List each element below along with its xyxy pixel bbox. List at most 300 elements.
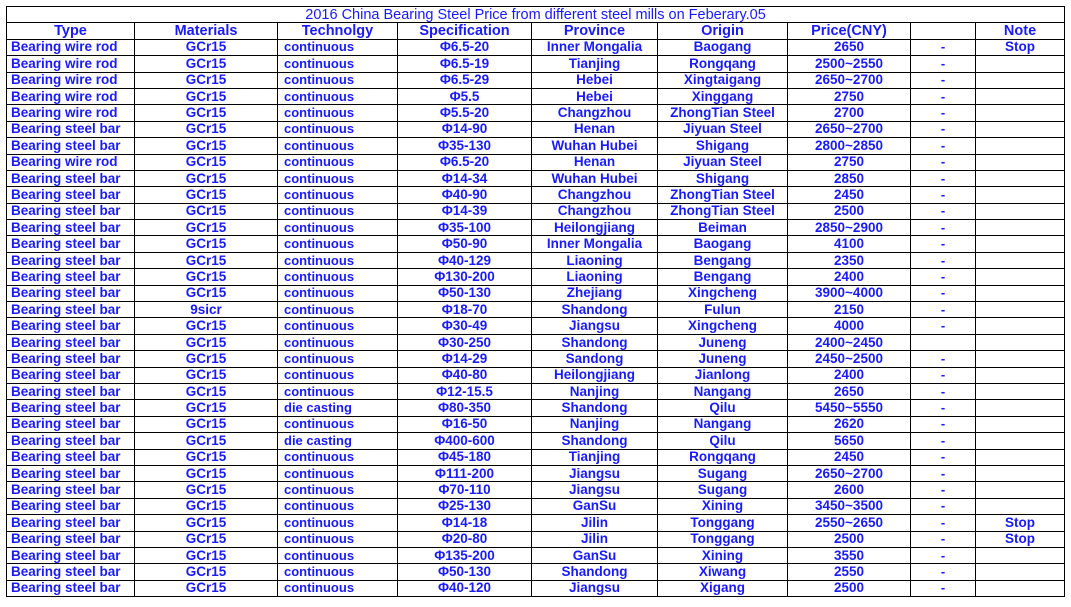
cell-price: 2850~2900 <box>788 220 911 236</box>
cell-dash: - <box>911 367 976 383</box>
cell-materials: GCr15 <box>135 383 278 399</box>
cell-technology: continuous <box>278 564 398 580</box>
table-row <box>7 170 1065 186</box>
cell-technology: continuous <box>278 138 398 154</box>
table-row <box>7 187 1065 203</box>
cell-note <box>976 449 1065 465</box>
cell-type: Bearing steel bar <box>7 400 135 416</box>
cell-dash: - <box>911 203 976 219</box>
table-row <box>7 580 1065 596</box>
cell-origin: ZhongTian Steel <box>658 187 788 203</box>
cell-materials: GCr15 <box>135 351 278 367</box>
cell-materials: GCr15 <box>135 482 278 498</box>
cell-materials: GCr15 <box>135 39 278 55</box>
cell-dash: - <box>911 88 976 104</box>
cell-note <box>976 121 1065 137</box>
cell-province: GanSu <box>532 498 658 514</box>
cell-province: Liaoning <box>532 269 658 285</box>
cell-technology: continuous <box>278 498 398 514</box>
cell-note <box>976 433 1065 449</box>
cell-technology: continuous <box>278 105 398 121</box>
cell-materials: GCr15 <box>135 203 278 219</box>
cell-province: Jiangsu <box>532 318 658 334</box>
cell-price: 2650~2700 <box>788 72 911 88</box>
cell-specification: Φ111-200 <box>398 465 532 481</box>
cell-province: Jilin <box>532 531 658 547</box>
cell-note <box>976 138 1065 154</box>
cell-specification: Φ6.5-20 <box>398 154 532 170</box>
cell-note <box>976 252 1065 268</box>
cell-dash: - <box>911 302 976 318</box>
cell-specification: Φ35-130 <box>398 138 532 154</box>
cell-specification: Φ6.5-19 <box>398 56 532 72</box>
cell-province: Hebei <box>532 72 658 88</box>
cell-price: 2500 <box>788 531 911 547</box>
cell-price: 2400 <box>788 269 911 285</box>
cell-price: 2550 <box>788 564 911 580</box>
cell-specification: Φ25-130 <box>398 498 532 514</box>
cell-type: Bearing steel bar <box>7 416 135 432</box>
cell-materials: GCr15 <box>135 105 278 121</box>
table-row <box>7 138 1065 154</box>
cell-province: Jiangsu <box>532 482 658 498</box>
cell-technology: continuous <box>278 416 398 432</box>
cell-origin: Beiman <box>658 220 788 236</box>
cell-origin: Baogang <box>658 236 788 252</box>
cell-note: Stop <box>976 515 1065 531</box>
price-table-body <box>7 7 1065 597</box>
cell-province: Shandong <box>532 400 658 416</box>
cell-note <box>976 269 1065 285</box>
cell-price: 2400~2450 <box>788 334 911 350</box>
cell-note <box>976 465 1065 481</box>
cell-technology: continuous <box>278 269 398 285</box>
table-title: 2016 China Bearing Steel Price from different steel mills on Feberary.05 <box>7 7 1065 23</box>
cell-origin: Jiyuan Steel <box>658 154 788 170</box>
cell-specification: Φ6.5-20 <box>398 39 532 55</box>
cell-materials: GCr15 <box>135 515 278 531</box>
cell-province: Changzhou <box>532 105 658 121</box>
table-row <box>7 56 1065 72</box>
cell-materials: GCr15 <box>135 154 278 170</box>
cell-type: Bearing steel bar <box>7 498 135 514</box>
cell-price: 2500~2550 <box>788 56 911 72</box>
cell-origin: Shigang <box>658 170 788 186</box>
cell-dash: - <box>911 465 976 481</box>
cell-technology: continuous <box>278 252 398 268</box>
cell-dash: - <box>911 187 976 203</box>
cell-materials: GCr15 <box>135 187 278 203</box>
table-row <box>7 433 1065 449</box>
cell-origin: Xigang <box>658 580 788 596</box>
cell-dash: - <box>911 482 976 498</box>
table-row <box>7 318 1065 334</box>
cell-dash: - <box>911 285 976 301</box>
cell-note: Stop <box>976 39 1065 55</box>
cell-specification: Φ5.5-20 <box>398 105 532 121</box>
cell-province: Nanjing <box>532 416 658 432</box>
cell-price: 2850 <box>788 170 911 186</box>
cell-province: Changzhou <box>532 187 658 203</box>
cell-type: Bearing steel bar <box>7 367 135 383</box>
cell-dash: - <box>911 236 976 252</box>
cell-province: Henan <box>532 121 658 137</box>
cell-province: Hebei <box>532 88 658 104</box>
cell-dash: - <box>911 39 976 55</box>
cell-origin: Baogang <box>658 39 788 55</box>
cell-dash: - <box>911 72 976 88</box>
cell-note <box>976 236 1065 252</box>
cell-note <box>976 187 1065 203</box>
cell-origin: Jianlong <box>658 367 788 383</box>
cell-province: Shandong <box>532 433 658 449</box>
cell-note <box>976 416 1065 432</box>
cell-dash: - <box>911 269 976 285</box>
table-row <box>7 367 1065 383</box>
cell-price: 2450 <box>788 187 911 203</box>
cell-price: 4100 <box>788 236 911 252</box>
cell-type: Bearing steel bar <box>7 236 135 252</box>
cell-province: GanSu <box>532 547 658 563</box>
cell-specification: Φ135-200 <box>398 547 532 563</box>
cell-materials: GCr15 <box>135 318 278 334</box>
cell-materials: GCr15 <box>135 220 278 236</box>
cell-price: 2650~2700 <box>788 121 911 137</box>
cell-type: Bearing steel bar <box>7 285 135 301</box>
cell-origin: Qilu <box>658 433 788 449</box>
cell-technology: continuous <box>278 170 398 186</box>
header-row <box>7 23 1065 39</box>
cell-note <box>976 564 1065 580</box>
price-table <box>6 6 1065 597</box>
cell-note <box>976 318 1065 334</box>
cell-specification: Φ45-180 <box>398 449 532 465</box>
cell-note <box>976 154 1065 170</box>
table-row <box>7 39 1065 55</box>
cell-province: Heilongjiang <box>532 367 658 383</box>
table-row <box>7 547 1065 563</box>
cell-specification: Φ40-90 <box>398 187 532 203</box>
cell-dash: - <box>911 252 976 268</box>
cell-price: 2650 <box>788 383 911 399</box>
cell-specification: Φ18-70 <box>398 302 532 318</box>
cell-note <box>976 547 1065 563</box>
table-row <box>7 252 1065 268</box>
cell-specification: Φ30-49 <box>398 318 532 334</box>
table-row <box>7 383 1065 399</box>
cell-dash: - <box>911 416 976 432</box>
cell-origin: Xingcheng <box>658 318 788 334</box>
cell-technology: continuous <box>278 56 398 72</box>
cell-technology: continuous <box>278 334 398 350</box>
cell-type: Bearing steel bar <box>7 203 135 219</box>
header-materials: Materials <box>135 23 278 39</box>
cell-price: 2400 <box>788 367 911 383</box>
cell-note <box>976 351 1065 367</box>
cell-materials: GCr15 <box>135 580 278 596</box>
cell-origin: Xinggang <box>658 88 788 104</box>
cell-dash: - <box>911 220 976 236</box>
cell-technology: continuous <box>278 285 398 301</box>
table-row <box>7 269 1065 285</box>
cell-materials: GCr15 <box>135 400 278 416</box>
cell-type: Bearing steel bar <box>7 334 135 350</box>
cell-materials: 9sicr <box>135 302 278 318</box>
cell-specification: Φ14-39 <box>398 203 532 219</box>
cell-province: Sandong <box>532 351 658 367</box>
cell-materials: GCr15 <box>135 531 278 547</box>
cell-type: Bearing steel bar <box>7 449 135 465</box>
table-row <box>7 334 1065 350</box>
cell-technology: continuous <box>278 383 398 399</box>
header-origin: Origin <box>658 23 788 39</box>
cell-price: 5450~5550 <box>788 400 911 416</box>
cell-province: Tianjing <box>532 56 658 72</box>
cell-type: Bearing steel bar <box>7 383 135 399</box>
cell-note <box>976 220 1065 236</box>
cell-type: Bearing steel bar <box>7 269 135 285</box>
cell-province: Nanjing <box>532 383 658 399</box>
cell-type: Bearing steel bar <box>7 318 135 334</box>
cell-price: 2150 <box>788 302 911 318</box>
cell-price: 2620 <box>788 416 911 432</box>
cell-price: 5650 <box>788 433 911 449</box>
cell-note <box>976 334 1065 350</box>
cell-origin: Jiyuan Steel <box>658 121 788 137</box>
cell-specification: Φ80-350 <box>398 400 532 416</box>
cell-specification: Φ14-18 <box>398 515 532 531</box>
table-row <box>7 105 1065 121</box>
header-type: Type <box>7 23 135 39</box>
table-row <box>7 121 1065 137</box>
cell-price: 2750 <box>788 88 911 104</box>
cell-note <box>976 285 1065 301</box>
cell-type: Bearing wire rod <box>7 105 135 121</box>
table-row <box>7 285 1065 301</box>
cell-dash: - <box>911 154 976 170</box>
cell-specification: Φ6.5-29 <box>398 72 532 88</box>
cell-type: Bearing steel bar <box>7 170 135 186</box>
cell-specification: Φ14-90 <box>398 121 532 137</box>
cell-technology: continuous <box>278 220 398 236</box>
cell-dash: - <box>911 383 976 399</box>
cell-type: Bearing steel bar <box>7 564 135 580</box>
cell-materials: GCr15 <box>135 367 278 383</box>
cell-type: Bearing steel bar <box>7 121 135 137</box>
cell-origin: Xiwang <box>658 564 788 580</box>
cell-dash: - <box>911 449 976 465</box>
cell-materials: GCr15 <box>135 564 278 580</box>
cell-note <box>976 367 1065 383</box>
table-row <box>7 220 1065 236</box>
cell-type: Bearing wire rod <box>7 154 135 170</box>
cell-dash: - <box>911 547 976 563</box>
cell-origin: Xining <box>658 547 788 563</box>
cell-technology: continuous <box>278 72 398 88</box>
cell-note: Stop <box>976 531 1065 547</box>
cell-technology: continuous <box>278 88 398 104</box>
cell-price: 3550 <box>788 547 911 563</box>
cell-origin: Bengang <box>658 269 788 285</box>
cell-specification: Φ70-110 <box>398 482 532 498</box>
cell-type: Bearing wire rod <box>7 88 135 104</box>
cell-specification: Φ40-129 <box>398 252 532 268</box>
cell-type: Bearing steel bar <box>7 138 135 154</box>
cell-specification: Φ16-50 <box>398 416 532 432</box>
table-row <box>7 72 1065 88</box>
cell-type: Bearing steel bar <box>7 187 135 203</box>
cell-note <box>976 105 1065 121</box>
cell-province: Changzhou <box>532 203 658 219</box>
cell-note <box>976 580 1065 596</box>
cell-materials: GCr15 <box>135 547 278 563</box>
cell-type: Bearing steel bar <box>7 580 135 596</box>
cell-specification: Φ5.5 <box>398 88 532 104</box>
cell-origin: Xingtaigang <box>658 72 788 88</box>
cell-origin: Shigang <box>658 138 788 154</box>
cell-price: 2350 <box>788 252 911 268</box>
cell-origin: Fulun <box>658 302 788 318</box>
cell-note <box>976 88 1065 104</box>
header-blank <box>911 23 976 39</box>
cell-origin: Nangang <box>658 416 788 432</box>
cell-type: Bearing steel bar <box>7 351 135 367</box>
cell-type: Bearing wire rod <box>7 39 135 55</box>
cell-technology: continuous <box>278 547 398 563</box>
cell-province: Jilin <box>532 515 658 531</box>
cell-materials: GCr15 <box>135 433 278 449</box>
cell-province: Tianjing <box>532 449 658 465</box>
table-row <box>7 154 1065 170</box>
cell-province: Wuhan Hubei <box>532 170 658 186</box>
table-row <box>7 515 1065 531</box>
cell-price: 2550~2650 <box>788 515 911 531</box>
cell-dash: - <box>911 498 976 514</box>
table-row <box>7 351 1065 367</box>
cell-type: Bearing steel bar <box>7 433 135 449</box>
cell-technology: continuous <box>278 203 398 219</box>
cell-technology: continuous <box>278 236 398 252</box>
cell-province: Jiangsu <box>532 465 658 481</box>
cell-materials: GCr15 <box>135 72 278 88</box>
cell-origin: Xining <box>658 498 788 514</box>
cell-specification: Φ40-80 <box>398 367 532 383</box>
cell-type: Bearing steel bar <box>7 465 135 481</box>
cell-origin: ZhongTian Steel <box>658 203 788 219</box>
cell-price: 2500 <box>788 580 911 596</box>
cell-note <box>976 72 1065 88</box>
cell-materials: GCr15 <box>135 334 278 350</box>
cell-note <box>976 482 1065 498</box>
cell-type: Bearing wire rod <box>7 56 135 72</box>
cell-type: Bearing wire rod <box>7 72 135 88</box>
cell-price: 2450 <box>788 449 911 465</box>
cell-type: Bearing steel bar <box>7 547 135 563</box>
cell-type: Bearing steel bar <box>7 515 135 531</box>
cell-materials: GCr15 <box>135 138 278 154</box>
cell-dash: - <box>911 170 976 186</box>
cell-province: Inner Mongalia <box>532 39 658 55</box>
cell-province: Wuhan Hubei <box>532 138 658 154</box>
cell-type: Bearing steel bar <box>7 482 135 498</box>
header-province: Province <box>532 23 658 39</box>
cell-specification: Φ130-200 <box>398 269 532 285</box>
table-row <box>7 449 1065 465</box>
cell-technology: continuous <box>278 187 398 203</box>
cell-materials: GCr15 <box>135 170 278 186</box>
cell-dash: - <box>911 56 976 72</box>
cell-technology: continuous <box>278 121 398 137</box>
cell-origin: ZhongTian Steel <box>658 105 788 121</box>
header-price: Price(CNY) <box>788 23 911 39</box>
cell-type: Bearing steel bar <box>7 531 135 547</box>
cell-dash: - <box>911 138 976 154</box>
cell-materials: GCr15 <box>135 416 278 432</box>
cell-dash: - <box>911 531 976 547</box>
cell-dash: - <box>911 400 976 416</box>
cell-specification: Φ12-15.5 <box>398 383 532 399</box>
cell-price: 3450~3500 <box>788 498 911 514</box>
cell-dash: - <box>911 433 976 449</box>
cell-dash: - <box>911 580 976 596</box>
cell-dash: - <box>911 105 976 121</box>
cell-origin: Tonggang <box>658 531 788 547</box>
cell-province: Liaoning <box>532 252 658 268</box>
cell-specification: Φ30-250 <box>398 334 532 350</box>
table-row <box>7 465 1065 481</box>
cell-technology: continuous <box>278 515 398 531</box>
cell-origin: Juneng <box>658 334 788 350</box>
cell-province: Henan <box>532 154 658 170</box>
cell-note <box>976 170 1065 186</box>
cell-price: 2500 <box>788 203 911 219</box>
cell-technology: continuous <box>278 318 398 334</box>
cell-type: Bearing steel bar <box>7 302 135 318</box>
cell-type: Bearing steel bar <box>7 220 135 236</box>
cell-dash: - <box>911 121 976 137</box>
cell-origin: Juneng <box>658 351 788 367</box>
cell-price: 2700 <box>788 105 911 121</box>
cell-technology: continuous <box>278 154 398 170</box>
table-row <box>7 416 1065 432</box>
cell-technology: die casting <box>278 400 398 416</box>
cell-specification: Φ400-600 <box>398 433 532 449</box>
header-specification: Specification <box>398 23 532 39</box>
header-note: Note <box>976 23 1065 39</box>
cell-price: 2750 <box>788 154 911 170</box>
title-row <box>7 7 1065 23</box>
cell-specification: Φ35-100 <box>398 220 532 236</box>
cell-technology: continuous <box>278 351 398 367</box>
cell-technology: continuous <box>278 449 398 465</box>
cell-province: Heilongjiang <box>532 220 658 236</box>
cell-price: 2650 <box>788 39 911 55</box>
cell-materials: GCr15 <box>135 121 278 137</box>
cell-specification: Φ14-34 <box>398 170 532 186</box>
cell-technology: continuous <box>278 482 398 498</box>
cell-materials: GCr15 <box>135 56 278 72</box>
cell-price: 3900~4000 <box>788 285 911 301</box>
cell-specification: Φ50-130 <box>398 285 532 301</box>
cell-price: 4000 <box>788 318 911 334</box>
cell-price: 2450~2500 <box>788 351 911 367</box>
cell-type: Bearing steel bar <box>7 252 135 268</box>
cell-technology: continuous <box>278 367 398 383</box>
table-row <box>7 302 1065 318</box>
cell-note <box>976 498 1065 514</box>
cell-materials: GCr15 <box>135 465 278 481</box>
header-technology: Technolgy <box>278 23 398 39</box>
